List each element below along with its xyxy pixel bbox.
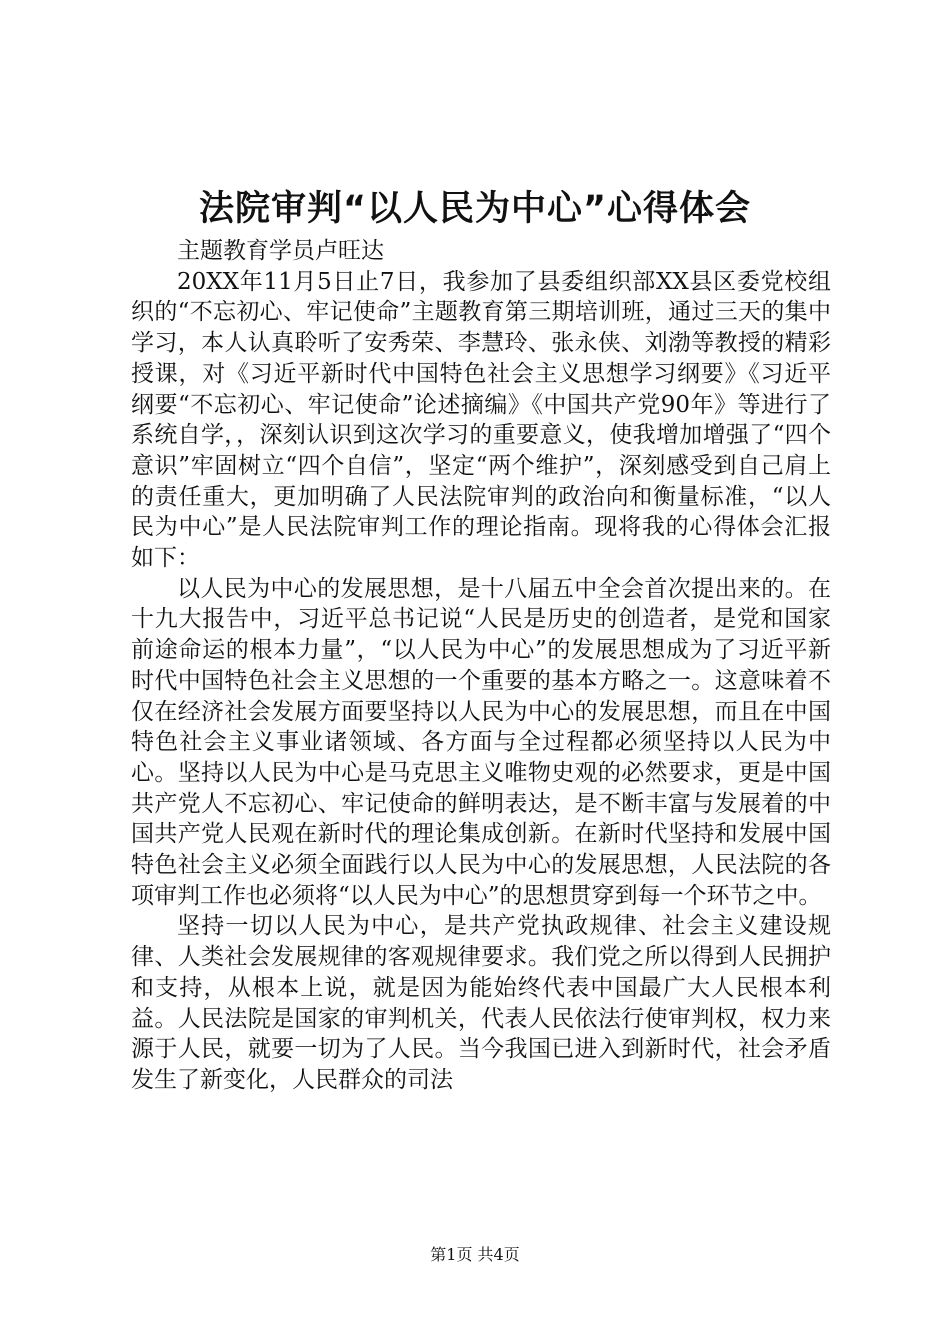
document-title: 法院审判“以人民为中心”心得体会: [198, 189, 751, 229]
paragraph-2: 以人民为中心的发展思想，是十八届五中全会首次提出来的。在十九大报告中，习近平总书记说“人民是历史的创造者，是党和国家前途命运的根本力量”，“以人民为中心”的发展思想成为了习近平新时代中国特色社会主义思想的一个重要的基本方略之一。这意味着不仅在经济社会发展方面要坚持以人民为中心的发展思想，而且在中国特色社会主义事业诸领域、各方面与全过程都必须坚持以人民为中心。坚持以人民为中心是马克思主义唯物史观的必然要求，更是中国共产党人不忘初心、牢记使命的鲜明表达，是不断丰富与发展着的中国共产党人民观在新时代的理论集成创新。在新时代坚持和发展中国特色社会主义必须全面践行以人民为中心的发展思想，人民法院的各项审判工作也必须将“以人民为中心”的思想贯穿到每一个环节之中。: [131, 575, 831, 909]
author-line: 主题教育学员卢旺达: [177, 238, 384, 264]
paragraph-3: 坚持一切以人民为中心，是共产党执政规律、社会主义建设规律、人类社会发展规律的客观规律要求。我们党之所以得到人民拥护和支持，从根本上说，就是因为能始终代表中国最广大人民根本利益。人民法院是国家的审判机关，代表人民依法行使审判权，权力来源于人民，就要一切为了人民。当今我国已进入到新时代，社会矛盾发生了新变化，人民群众的司法: [131, 913, 831, 1093]
paragraph-1: 20XX年11月5日止7日，我参加了县委组织部XX县区委党校组织的“不忘初心、牢记使命”主题教育第三期培训班，通过三天的集中学习，本人认真聆听了安秀荣、李慧玲、张永侠、刘渤等教授的精彩授课，对《习近平新时代中国特色社会主义思想学习纲要》《习近平纲要“不忘初心、牢记使命”论述摘编》《中国共产党90年》等进行了系统自学，，深刻认识到这次学习的重要意义，使我增加增强了“四个意识”牢固树立“四个自信”，坚定“两个维护”，深刻感受到自己肩上的责任重大，更加明确了人民法院审判的政治向和衡量标准，“以人民为中心”是人民法院审判工作的理论指南。现将我的心得体会汇报如下：: [131, 268, 831, 572]
document-body: [131, 236, 831, 1096]
page-number-footer: 第1页 共4页: [430, 1245, 520, 1264]
